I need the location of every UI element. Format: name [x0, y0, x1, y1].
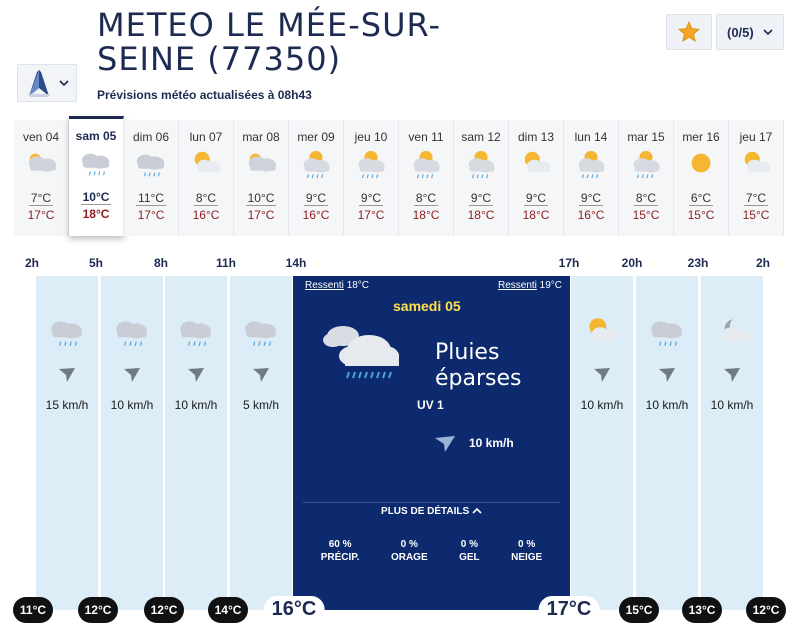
day-max-temp: 15°C [742, 208, 770, 222]
day-tab[interactable] [69, 116, 124, 236]
day-tab[interactable] [674, 120, 729, 236]
hour-column[interactable] [230, 276, 292, 610]
day-name: ven 11 [408, 130, 444, 144]
day-max-temp: 15°C [632, 208, 660, 222]
hour-labels [0, 256, 800, 272]
cloud-rain-icon [76, 147, 116, 179]
wind-speed: 10 km/h [580, 398, 624, 412]
day-min-temp: 8°C [415, 191, 437, 205]
day-min-temp: 9°C [305, 191, 327, 205]
hour-label: 2h [24, 256, 40, 270]
day-tab[interactable] [509, 120, 564, 236]
day-name: sam 05 [75, 129, 117, 143]
day-max-temp: 16°C [577, 208, 605, 222]
sun-cloud-icon [579, 314, 625, 350]
detail-stat: 0 % NEIGE [511, 539, 543, 563]
day-min-temp: 7°C [30, 191, 52, 205]
day-max-temp: 15°C [687, 208, 715, 222]
wind-direction-icon [186, 366, 206, 384]
day-min-temp: 9°C [470, 191, 492, 205]
cloud-rain-icon [238, 314, 284, 350]
star-icon [677, 20, 701, 44]
hour-column[interactable] [636, 276, 698, 610]
hour-temperature: 12°C [78, 597, 118, 623]
map-selector-button[interactable] [17, 64, 77, 102]
hour-temperature: 14°C [208, 597, 248, 623]
hour-label: 11h [215, 256, 237, 270]
day-max-temp: 16°C [302, 208, 330, 222]
sun-cloud-icon [736, 148, 776, 180]
chevron-down-icon [763, 28, 773, 36]
map-pin-icon [25, 68, 53, 98]
hour-temperature: 16°C [264, 596, 325, 623]
day-max-temp: 17°C [357, 208, 385, 222]
hour-temperature: 12°C [746, 597, 786, 623]
day-tab[interactable] [14, 120, 69, 236]
day-name: mar 15 [627, 130, 665, 144]
update-time: Prévisions météo actualisées à 08h43 [97, 88, 312, 102]
day-tab[interactable] [344, 120, 399, 236]
day-tab[interactable] [289, 120, 344, 236]
day-name: ven 04 [22, 130, 60, 144]
day-tab[interactable] [729, 120, 784, 236]
favorites-dropdown[interactable] [716, 14, 784, 50]
day-min-temp: 7°C [745, 191, 767, 205]
sun-cloud-rain-icon [406, 148, 446, 180]
day-name: mer 16 [682, 130, 720, 144]
condition-text: Pluies éparses [435, 340, 522, 391]
day-name: dim 13 [517, 130, 555, 144]
day-min-temp: 10°C [82, 190, 110, 204]
felt-temperature-left: Ressenti 18°C [305, 280, 370, 291]
day-min-temp: 8°C [195, 191, 217, 205]
wind-direction-icon [57, 366, 77, 384]
wind-speed: 10 km/h [645, 398, 689, 412]
wind-speed: 10 km/h [710, 398, 754, 412]
day-max-temp: 18°C [82, 207, 110, 221]
wind-speed: 10 km/h [174, 398, 218, 412]
detail-stats [305, 538, 558, 564]
day-tab[interactable] [234, 120, 289, 236]
day-min-temp: 11°C [138, 191, 164, 205]
hour-column[interactable] [101, 276, 163, 610]
day-tab[interactable] [124, 120, 179, 236]
wind-direction-icon [433, 434, 457, 454]
hour-label: 8h [153, 256, 169, 270]
hour-temperature: 15°C [619, 597, 659, 623]
cloud-rain-icon [131, 148, 171, 180]
detail-wind-speed: 10 km/h [469, 436, 514, 450]
day-max-temp: 18°C [467, 208, 495, 222]
sun-icon [681, 148, 721, 180]
daily-forecast-strip [14, 120, 784, 236]
cloud-rain-icon [173, 314, 219, 350]
sun-cloud-rain-icon [626, 148, 666, 180]
sun-cloud-icon [186, 148, 226, 180]
divider [303, 502, 560, 503]
day-max-temp: 18°C [412, 208, 440, 222]
wind-speed: 10 km/h [110, 398, 154, 412]
day-min-temp: 9°C [525, 191, 547, 205]
day-tab[interactable] [454, 120, 509, 236]
day-min-temp: 9°C [360, 191, 382, 205]
day-tab[interactable] [564, 120, 619, 236]
felt-temperature-right: Ressenti 19°C [497, 280, 562, 291]
day-name: lun 07 [189, 130, 223, 144]
cloud-rain-icon [319, 322, 407, 384]
sun-cloud-icon [516, 148, 556, 180]
hour-temperature: 13°C [682, 597, 722, 623]
detail-stat: 60 % PRÉCIP. [320, 539, 360, 563]
detail-stat: 0 % GEL [459, 539, 480, 563]
hour-temperature: 11°C [13, 597, 53, 623]
day-name: sam 12 [461, 130, 501, 144]
chevron-down-icon [59, 79, 69, 87]
hour-column[interactable] [36, 276, 98, 610]
day-max-temp: 16°C [192, 208, 220, 222]
moon-cloud-icon [709, 314, 755, 350]
day-min-temp: 6°C [690, 191, 712, 205]
uv-index: UV 1 [417, 398, 444, 412]
hour-detail-panel [293, 276, 570, 610]
sun-cloud-rain-icon [351, 148, 391, 180]
cloud-rain-icon [109, 314, 155, 350]
hour-label: 20h [621, 256, 643, 270]
hour-column[interactable] [165, 276, 227, 610]
chevron-up-icon [472, 507, 482, 514]
sun-cloud-rain-icon [571, 148, 611, 180]
hour-temperature: 12°C [144, 597, 184, 623]
hour-temperature: 17°C [539, 596, 600, 623]
day-name: mar 08 [242, 130, 280, 144]
day-min-temp: 10°C [247, 191, 275, 205]
hour-label: 14h [285, 256, 307, 270]
wind-direction-icon [722, 366, 742, 384]
wind-direction-icon [592, 366, 612, 384]
day-name: dim 06 [132, 130, 170, 144]
day-max-temp: 17°C [247, 208, 275, 222]
page-title: METEO LE MÉE-SUR-SEINE (77350) [97, 6, 441, 78]
day-name: jeu 17 [739, 130, 773, 144]
wind-direction-icon [657, 366, 677, 384]
favorites-count: (0/5) [727, 24, 754, 40]
hour-column[interactable] [571, 276, 633, 610]
day-max-temp: 18°C [522, 208, 550, 222]
hour-label: 5h [88, 256, 104, 270]
day-tab[interactable] [179, 120, 234, 236]
day-name: mer 09 [297, 130, 335, 144]
wind-direction-icon [251, 366, 271, 384]
day-min-temp: 8°C [635, 191, 657, 205]
hour-column[interactable] [701, 276, 763, 610]
day-max-temp: 17°C [137, 208, 165, 222]
sun-cloud-rain-icon [296, 148, 336, 180]
favorite-button[interactable] [666, 14, 712, 50]
hour-label: 23h [687, 256, 709, 270]
wind-speed: 15 km/h [45, 398, 89, 412]
detail-stat: 0 % ORAGE [390, 539, 428, 563]
day-max-temp: 17°C [27, 208, 55, 222]
day-name: jeu 10 [354, 130, 388, 144]
hour-label: 17h [558, 256, 580, 270]
wind-direction-icon [122, 366, 142, 384]
day-name: lun 14 [574, 130, 608, 144]
day-tab[interactable] [399, 120, 454, 236]
wind-speed: 5 km/h [242, 398, 279, 412]
sun-cloud-rain-icon [461, 148, 501, 180]
cloudy-sun-icon [21, 148, 61, 180]
detail-day: samedi 05 [393, 298, 461, 314]
more-details-button[interactable]: PLUS DE DÉTAILS [293, 506, 570, 517]
cloud-rain-icon [644, 314, 690, 350]
cloudy-sun-icon [241, 148, 281, 180]
cloud-rain-icon [44, 314, 90, 350]
hour-label: 2h [755, 256, 771, 270]
day-tab[interactable] [619, 120, 674, 236]
day-min-temp: 9°C [580, 191, 602, 205]
